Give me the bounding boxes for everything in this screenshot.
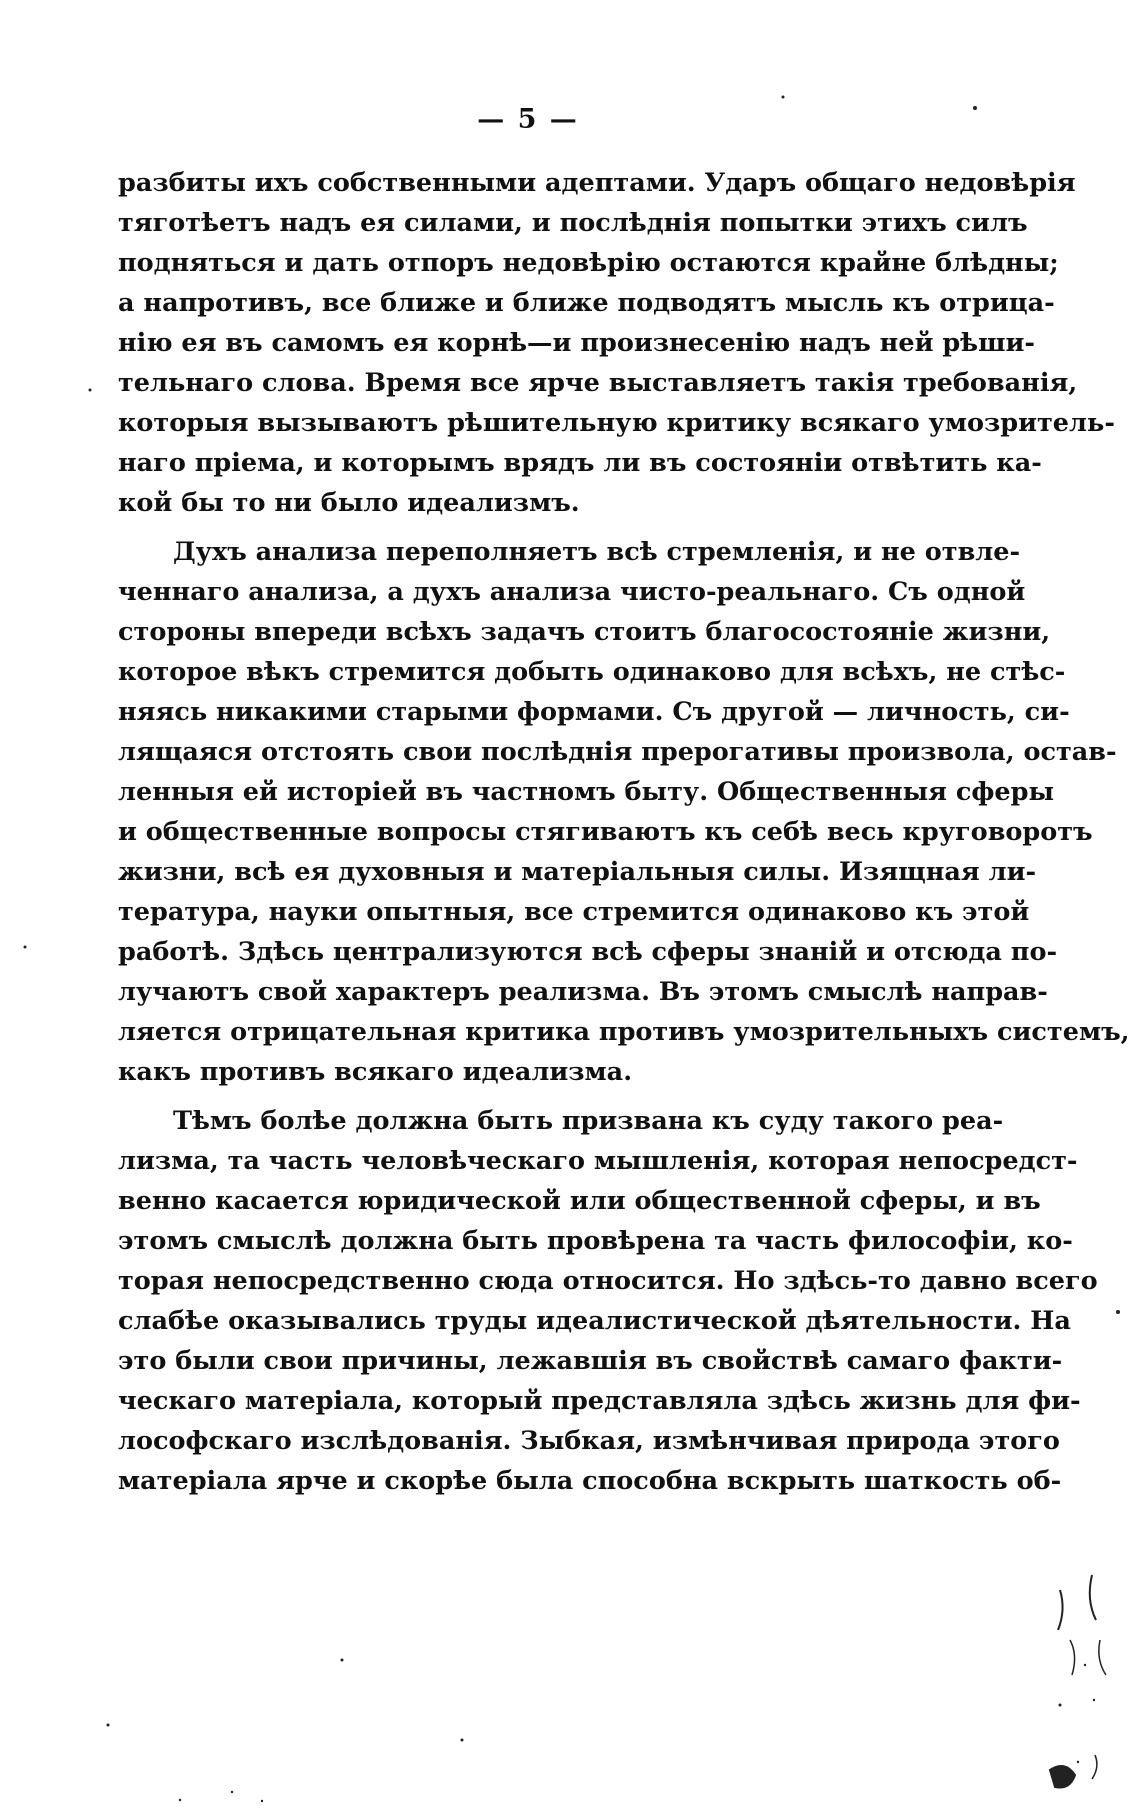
text-line: ленныя ей исторіей въ частномъ быту. Общественныя сферы — [118, 777, 1055, 807]
text-line: наго пріема, и которымъ врядъ ли въ состояніи отвѣтить ка- — [118, 448, 1042, 478]
text-line: торая непосредственно сюда относится. Но здѣсь-то давно всего — [118, 1266, 1098, 1296]
page-number: — 5 — — [477, 104, 579, 135]
text-line: кой бы то ни было идеализмъ. — [118, 488, 580, 518]
text-line: ляется отрицательная критика противъ умозрительныхъ системъ, — [118, 1017, 1130, 1047]
text-line: жизни, всѣ ея духовныя и матеріальныя силы. Изящная ли- — [118, 857, 1037, 887]
text-line: венно касается юридической или общественной сферы, и въ — [118, 1186, 1041, 1216]
text-line: матеріала ярче и скорѣе была способна вскрыть шаткость об- — [118, 1466, 1062, 1496]
text-line: это были свои причины, лежавшія въ свойствѣ самаго факти- — [118, 1346, 1063, 1376]
text-line: работѣ. Здѣсь централизуются всѣ сферы знаній и отсюда по- — [118, 937, 1058, 967]
text-line: которыя вызываютъ рѣшительную критику всякаго умозритель- — [118, 408, 1115, 438]
text-line: а напротивъ, все ближе и ближе подводятъ мысль къ отрица- — [118, 288, 1055, 318]
text-line: тература, науки опытныя, все стремится одинаково къ этой — [118, 897, 1030, 927]
text-line: лучаютъ свой характеръ реализма. Въ этомъ смыслѣ направ- — [118, 977, 1048, 1007]
paragraph-3 — [118, 1101, 1098, 1501]
text-line: лософскаго изслѣдованія. Зыбкая, измѣнчивая природа этого — [118, 1426, 1060, 1456]
body-text — [118, 163, 1130, 1501]
text-line: тяготѣетъ надъ ея силами, и послѣднія попытки этихъ силъ — [118, 208, 1028, 238]
text-line: няясь никакими старыми формами. Съ другой — личность, си- — [118, 697, 1070, 727]
paragraph-spacer — [118, 523, 992, 532]
paragraph-spacer — [118, 1092, 992, 1101]
text-line: которое вѣкъ стремится добыть одинаково для всѣхъ, не стѣс- — [118, 657, 1066, 687]
text-line: Тѣмъ болѣе должна быть призвана къ суду такого реа- — [173, 1106, 1004, 1136]
text-line: ческаго матеріала, который представляла здѣсь жизнь для фи- — [118, 1386, 1081, 1416]
text-line: и общественные вопросы стягиваютъ къ себѣ весь круговоротъ — [118, 817, 1093, 847]
paragraph-2 — [118, 532, 1130, 1092]
text-line: лизма, та часть человѣческаго мышленія, которая непосредст- — [118, 1146, 1078, 1176]
paragraph-1 — [118, 163, 1115, 523]
text-line: Духъ анализа переполняетъ всѣ стремленія, и не отвле- — [173, 537, 1021, 567]
text-line: тельнаго слова. Время все ярче выставляетъ такія требованія, — [118, 368, 1078, 398]
text-line: подняться и дать отпоръ недовѣрію остаются крайне блѣдны; — [118, 248, 1059, 278]
text-line: какъ противъ всякаго идеализма. — [118, 1057, 633, 1087]
text-line: нію ея въ самомъ ея корнѣ—и произнесенію надъ ней рѣши- — [118, 328, 1036, 358]
text-line: этомъ смыслѣ должна быть провѣрена та часть философіи, ко- — [118, 1226, 1073, 1256]
text-line: лящаяся отстоять свои послѣднія прерогативы произвола, остав- — [118, 737, 1117, 767]
text-line: стороны впереди всѣхъ задачъ стоитъ благосостояніе жизни, — [118, 617, 1051, 647]
text-line: разбиты ихъ собственными адептами. Ударъ общаго недовѣрія — [118, 168, 1076, 198]
text-line: ченнаго анализа, а духъ анализа чисто-реальнаго. Съ одной — [118, 577, 1026, 607]
text-line: слабѣе оказывались труды идеалистической дѣятельности. На — [118, 1306, 1071, 1336]
